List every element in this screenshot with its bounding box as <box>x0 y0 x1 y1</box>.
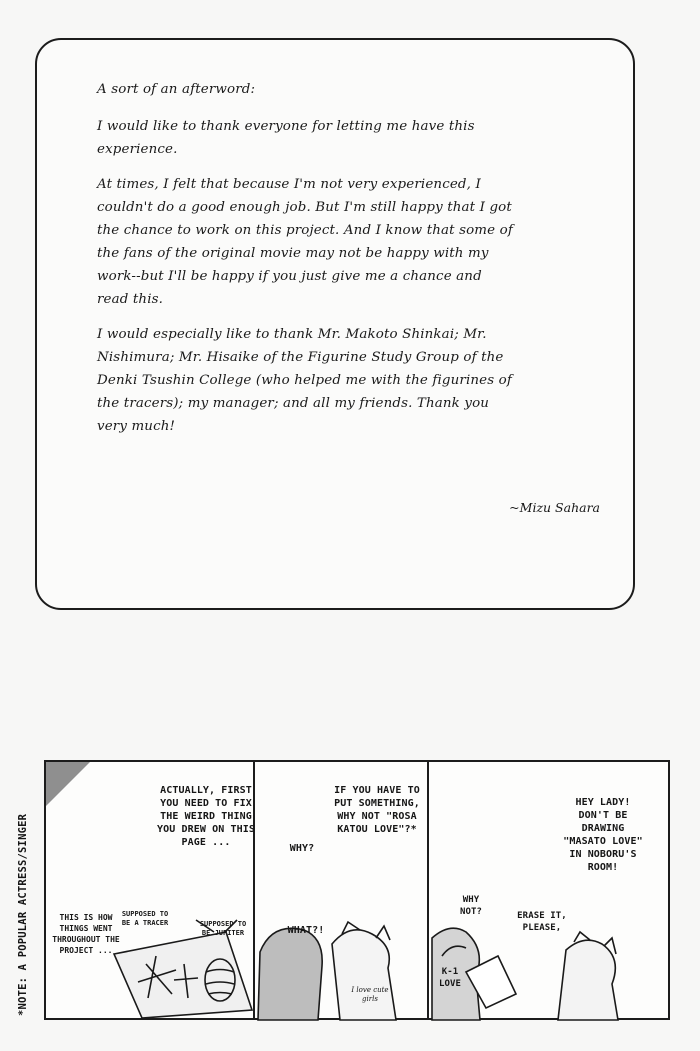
afterword-paragraph-1: I would like to thank everyone for letting me have this experience. <box>97 119 475 157</box>
afterword-signature: ~Mizu Sahara <box>509 500 600 515</box>
panel3-shirt-text: K-1 LOVE <box>438 967 462 989</box>
panel1-caption: THIS IS HOW THINGS WENT THROUGHOUT THE PROJECT ... <box>52 913 120 955</box>
panel2-what-bubble: WHAT?! <box>287 925 325 936</box>
panel3-speech-bubble: HEY LADY! DON'T BE DRAWING "MASATO LOVE" IN NOBORU'S ROOM! <box>563 797 643 873</box>
afterword-text <box>97 78 517 450</box>
footnote-vertical: *NOTE: A POPULAR ACTRESS/SINGER <box>17 813 29 1016</box>
panel3-erase-bubble: ERASE IT, PLEASE, <box>517 911 567 933</box>
comic-strip <box>44 760 670 1020</box>
panel3-why-not-bubble: WHY NOT? <box>459 895 483 917</box>
panel2-why-bubble: WHY? <box>289 843 315 854</box>
panel2-shirt-text: I love cute girls <box>351 986 389 1003</box>
label-tracer: SUPPOSED TO BE A TRACER <box>121 910 169 927</box>
label-jupiter: SUPPOSED TO BE JUPITER <box>199 920 247 937</box>
panel-corner-shading <box>46 762 90 806</box>
afterword-paragraph-3: I would especially like to thank Mr. Makoto Shinkai; Mr. Nishimura; Mr. Hisaike of the Figurine Study Group of the Denki Tsushin College (who helped me with the figurines of the tracers); my manager; and all my friends. Thank you very much! <box>97 327 512 434</box>
panel1-speech-bubble: ACTUALLY, FIRST YOU NEED TO FIX THE WEIRD THING YOU DREW ON THIS PAGE ... <box>157 785 255 848</box>
afterword-paragraph-2: At times, I felt that because I'm not very experienced, I couldn't do a good enough job. But I'm still happy that I got the chance to work on this project. And I know that some of the fans of the original movie may not be happy with my work--but I'll be happy if you just give me a chance and read this. <box>97 177 513 307</box>
afterword-heading: A sort of an afterword: <box>97 82 256 97</box>
panel2-speech-bubble: IF YOU HAVE TO PUT SOMETHING, WHY NOT "ROSA KATOU LOVE"?* <box>334 785 420 835</box>
